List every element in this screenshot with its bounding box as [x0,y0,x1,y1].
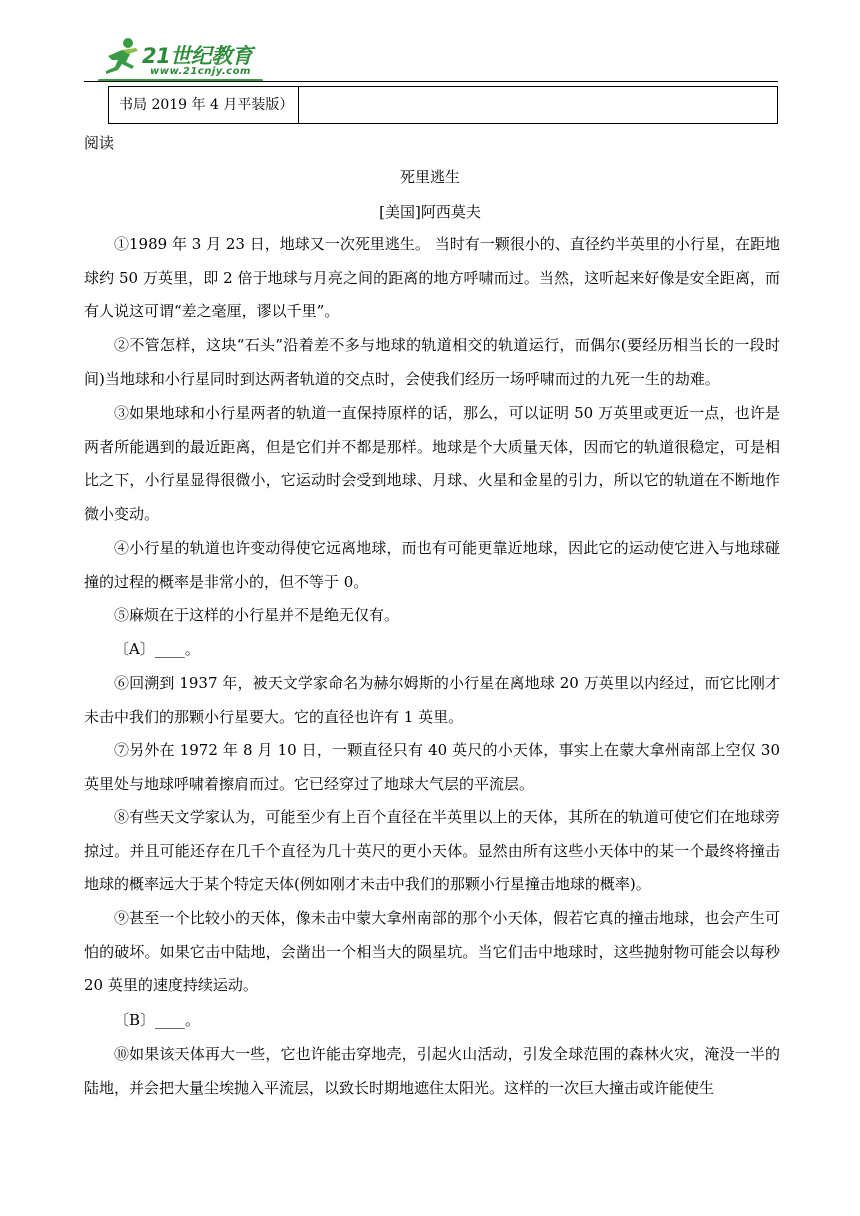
paragraph-3: ③如果地球和小行星两者的轨道一直保持原样的话，那么，可以证明 50 万英里或更近一点，也许是两者所能遇到的最近距离，但是它们并不都是那样。地球是个大质量天体，因而它的轨道很稳定，可是相比之下，小行星显得很微小，它运动时会受到地球、月球、火星和金星的引力，所以它的轨道在不断地作微小变动。 [84,404,780,523]
logo-url-text: www.21cnjy.com [150,66,251,77]
paragraph-8: ⑧有些天文学家认为，可能至少有上百个直径在半英里以上的天体，其所在的轨道可使它们在地球旁掠过。并且可能还存在几千个直径为几十英尺的更小天体。显然由所有这些小天体中的某一个最终将撞击地球的概率远大于某个特定天体(例如刚才未击中我们的那颗小行星撞击地球的概率)。 [84,808,780,893]
brand-logo [98,36,268,82]
header-table-cell: 书局 2019 年 4 月平装版） [109,87,299,123]
header-table [108,86,778,124]
header-divider [84,81,778,82]
blank-b: 〔B〕____。 [114,1011,201,1029]
article-author: [美国]阿西莫夫 [379,203,481,221]
paragraph-4: ④小行星的轨道也许变动得使它远离地球，而也有可能更靠近地球，因此它的运动使它进入与地球碰撞的过程的概率是非常小的，但不等于 0。 [84,539,780,591]
runner-icon [98,36,142,80]
paragraph-10: ⑩如果该天体再大一些，它也许能击穿地壳，引起火山活动，引发全球范围的森林火灾，淹没一半的陆地，并会把大量尘埃抛入平流层，以致长时期地遮住太阳光。这样的一次巨大撞击或许能使生 [84,1045,780,1097]
paragraph-2: ②不管怎样，这块“石头”沿着差不多与地球的轨道相交的轨道运行，而偶尔(要经历相当长的一段时间)当地球和小行星同时到达两者轨道的交点时，会使我们经历一场呼啸而过的九死一生的劫难。 [84,336,780,388]
paragraph-6: ⑥回溯到 1937 年，被天文学家命名为赫尔姆斯的小行星在离地球 20 万英里以内经过，而它比刚才未击中我们的那颗小行星要大。它的直径也许有 1 英里。 [84,674,780,726]
blank-a: 〔A〕____。 [114,640,200,658]
paragraph-7: ⑦另外在 1972 年 8 月 10 日，一颗直径只有 40 英尺的小天体，事实上在蒙大拿州南部上空仅 30 英里处与地球呼啸着擦肩而过。它已经穿过了地球大气层的平流层。 [84,741,780,793]
paragraph-1: ①1989 年 3 月 23 日，地球又一次死里逃生。 当时有一颗很小的、直径约半英里的小行星，在距地球约 50 万英里，即 2 倍于地球与月亮之间的距离的地方呼啸而过。当然，这听起来好像是安全距离，而有人说这可谓“差之毫厘，谬以千里”。 [84,235,780,320]
logo-brand-text: 21世纪教育 [142,44,253,68]
section-label: 阅读 [84,134,115,152]
paragraph-9: ⑨甚至一个比较小的天体，像未击中蒙大拿州南部的那个小天体，假若它真的撞击地球，也会产生可怕的破坏。如果它击中陆地，会凿出一个相当大的陨星坑。当它们击中地球时，这些抛射物可能会以每秒 20 英里的速度持续运动。 [84,909,780,994]
paragraph-5: ⑤麻烦在于这样的小行星并不是绝无仅有。 [114,606,400,624]
article-title: 死里逃生 [399,168,460,186]
